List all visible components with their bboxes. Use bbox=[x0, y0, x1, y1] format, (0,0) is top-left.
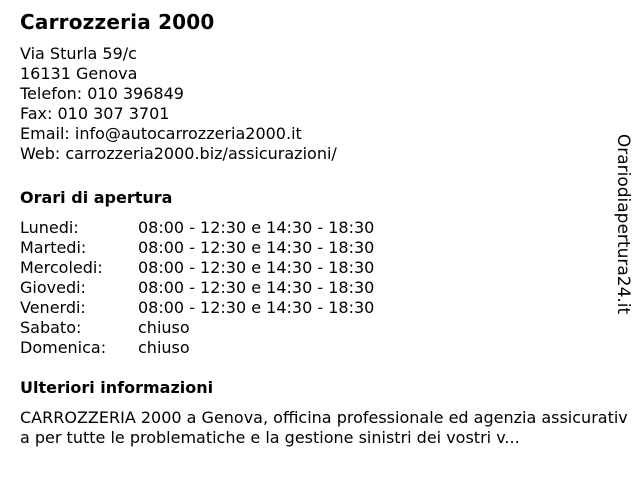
opening-hours-table bbox=[20, 218, 632, 358]
day-label: Venerdi: bbox=[20, 298, 86, 317]
phone-number[interactable]: Telefon: 010 396849 bbox=[20, 84, 184, 103]
website-link[interactable]: Web: carrozzeria2000.biz/assicurazioni/ bbox=[20, 144, 337, 163]
hours-row-mercoledi bbox=[20, 258, 632, 278]
fax-number: Fax: 010 307 3701 bbox=[20, 104, 170, 123]
business-name: Carrozzeria 2000 bbox=[20, 10, 215, 34]
day-label: Mercoledi: bbox=[20, 258, 103, 277]
city-address: 16131 Genova bbox=[20, 64, 138, 83]
day-label: Giovedi: bbox=[20, 278, 86, 297]
email-address[interactable]: Email: info@autocarrozzeria2000.it bbox=[20, 124, 302, 143]
contact-block bbox=[20, 44, 632, 164]
day-label: Sabato: bbox=[20, 318, 82, 337]
business-card bbox=[20, 10, 632, 448]
day-hours: 08:00 - 12:30 e 14:30 - 18:30 bbox=[138, 278, 375, 297]
site-watermark: Orariodiapertura24.it bbox=[613, 133, 633, 315]
street-address: Via Sturla 59/c bbox=[20, 44, 137, 63]
day-hours: 08:00 - 12:30 e 14:30 - 18:30 bbox=[138, 298, 375, 317]
hours-row-sabato bbox=[20, 318, 632, 338]
day-label: Domenica: bbox=[20, 338, 107, 357]
hours-row-lunedi bbox=[20, 218, 632, 238]
hours-row-domenica bbox=[20, 338, 632, 358]
hours-row-venerdi bbox=[20, 298, 632, 318]
day-hours: 08:00 - 12:30 e 14:30 - 18:30 bbox=[138, 258, 375, 277]
day-hours: 08:00 - 12:30 e 14:30 - 18:30 bbox=[138, 218, 375, 237]
more-info-heading: Ulteriori informazioni bbox=[20, 378, 214, 397]
more-info-text: CARROZZERIA 2000 a Genova, officina professionale ed agenzia assicurativa per tutte le problematiche e la gestione sinistri dei vostri v... bbox=[20, 408, 628, 447]
day-label: Lunedi: bbox=[20, 218, 79, 237]
day-label: Martedi: bbox=[20, 238, 87, 257]
hours-row-martedi bbox=[20, 238, 632, 258]
day-hours: chiuso bbox=[138, 338, 190, 357]
hours-row-giovedi bbox=[20, 278, 632, 298]
day-hours: 08:00 - 12:30 e 14:30 - 18:30 bbox=[138, 238, 375, 257]
opening-hours-heading: Orari di apertura bbox=[20, 188, 173, 207]
day-hours: chiuso bbox=[138, 318, 190, 337]
